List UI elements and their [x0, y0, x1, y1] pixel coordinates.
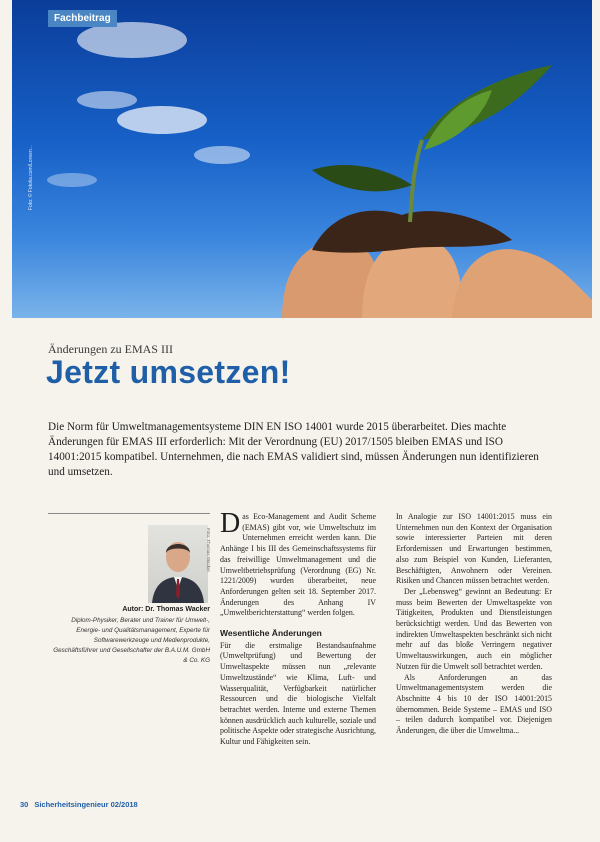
body-paragraph: Der „Lebensweg“ gewinnt an Bedeutung: Er muss beim Bewerten der Umweltaspekte von Tätigkeiten, Produkten und Dienstleistungen berücksichtigt werden. Und das Bewerten von indirekten Umweltaspekten beschränkt sich nicht mehr auf das bloße Verringern negativer Umweltauswirkungen, auch ein möglicher Nutzen für die Umwelt soll betrachtet werden.: [396, 586, 552, 671]
article-lead: Die Norm für Umweltmanagementsysteme DIN EN ISO 14001 wurde 2015 überarbeitet. Dies machte Änderungen für EMAS III erforderlich: Mit der Verordnung (EU) 2017/1505 bleiben EMAS und ISO 14001:2015 kompatibel. Unternehmen, die nach EMAS validiert sind, müssen Änderungen nun identifizieren und umsetzen.: [48, 421, 539, 478]
drop-cap: D: [220, 508, 241, 539]
author-divider: [48, 513, 210, 514]
body-paragraph: Als Anforderungen an das Umweltmanagementsystem werden die Abschnitte 4 bis 10 der ISO 14001:2015 übernommen. Beide Systeme – EMAS und ISO – teilen dadurch kompatibel vor. Diejenigen Änderungen, die über die Umweltma...: [396, 672, 552, 736]
section-tag: Fachbeitrag: [48, 10, 117, 27]
cloud-shape: [77, 91, 137, 109]
magazine-name: Sicherheitsingenieur 02/2018: [34, 800, 138, 809]
body-text: as Eco-Management and Audit Scheme (EMAS) gibt vor, wie Umweltschutz im Unternehmen erreicht werden kann. Die Anhänge I bis III des Gemeinschaftssystems für das freiwillige Umweltmanagement und die Umweltbetriebsprüfung (Verordnung (EG) Nr. 1221/2009) wurden überarbeitet, neue Anforderungen gelten seit 18. September 2017. Änderungen des Anhang IV „Umweltberichterstattung“ werden folgen.: [220, 512, 376, 618]
cloud-shape: [77, 22, 187, 58]
page-footer: [20, 800, 144, 809]
cloud-shape: [194, 146, 250, 164]
page-number: 30: [20, 800, 29, 809]
cloud-shape: [117, 106, 207, 134]
finger-shape: [452, 249, 592, 318]
stem-shape: [410, 140, 422, 222]
section-heading: Wesentliche Änderungen: [220, 628, 322, 639]
cloud-shape: [47, 173, 97, 187]
portrait-illustration: [148, 525, 208, 603]
article-title: Jetzt umsetzen!: [46, 354, 291, 390]
body-paragraph: Für die erstmalige Bestandsaufnahme (Umweltprüfung) und Bewertung der Umweltaspekte müssen nun „relevante Umweltzustände“ wie Klima, Luft- und Wasserqualität, Verfügbarkeit natürlicher Ressourcen und die biologische Vielfalt betrachtet werden. Interne und externe Themen können ausdrücklich auch kulturelle, soziale und politische Aspekte oder strategische Ausrichtung, Kultur und Fähigkeiten sein.: [220, 640, 376, 747]
body-column-2: [396, 512, 552, 737]
body-column-1: [220, 508, 376, 748]
author-name: Autor: Dr. Thomas Wacker: [122, 606, 210, 613]
article-kicker: Änderungen zu EMAS III: [48, 342, 173, 356]
leaf-shape: [312, 165, 412, 191]
author-photo-credit: Foto: Thomas Wacker: [206, 528, 211, 573]
body-paragraph: In Analogie zur ISO 14001:2015 muss ein Unternehmen nun den Kontext der Organisation sowie interessierter Parteien mit deren Erfordernissen und Erwartungen bestimmen, also zum Beispiel von Kunden, Lieferanten, Beschäftigten, Anwohnern oder Vereinen. Risiken und Chancen müssen betrachtet werden.: [396, 512, 552, 586]
photo-credit: Foto: © Fotolia.com/Loreen...: [28, 145, 34, 210]
body-paragraph: [220, 508, 376, 619]
author-portrait: [148, 525, 208, 603]
author-bio: Diplom-Physiker, Berater und Trainer für Umwelt-, Energie- und Qualitätsmanagement, Experte für Softwarewerkzeuge und Medienprodukte, Geschäftsführer und Gesellschafter der B.A.U.M. GmbH & Co. KG: [53, 617, 210, 664]
sprout-illustration: [12, 0, 592, 318]
hero-image: [12, 0, 592, 318]
